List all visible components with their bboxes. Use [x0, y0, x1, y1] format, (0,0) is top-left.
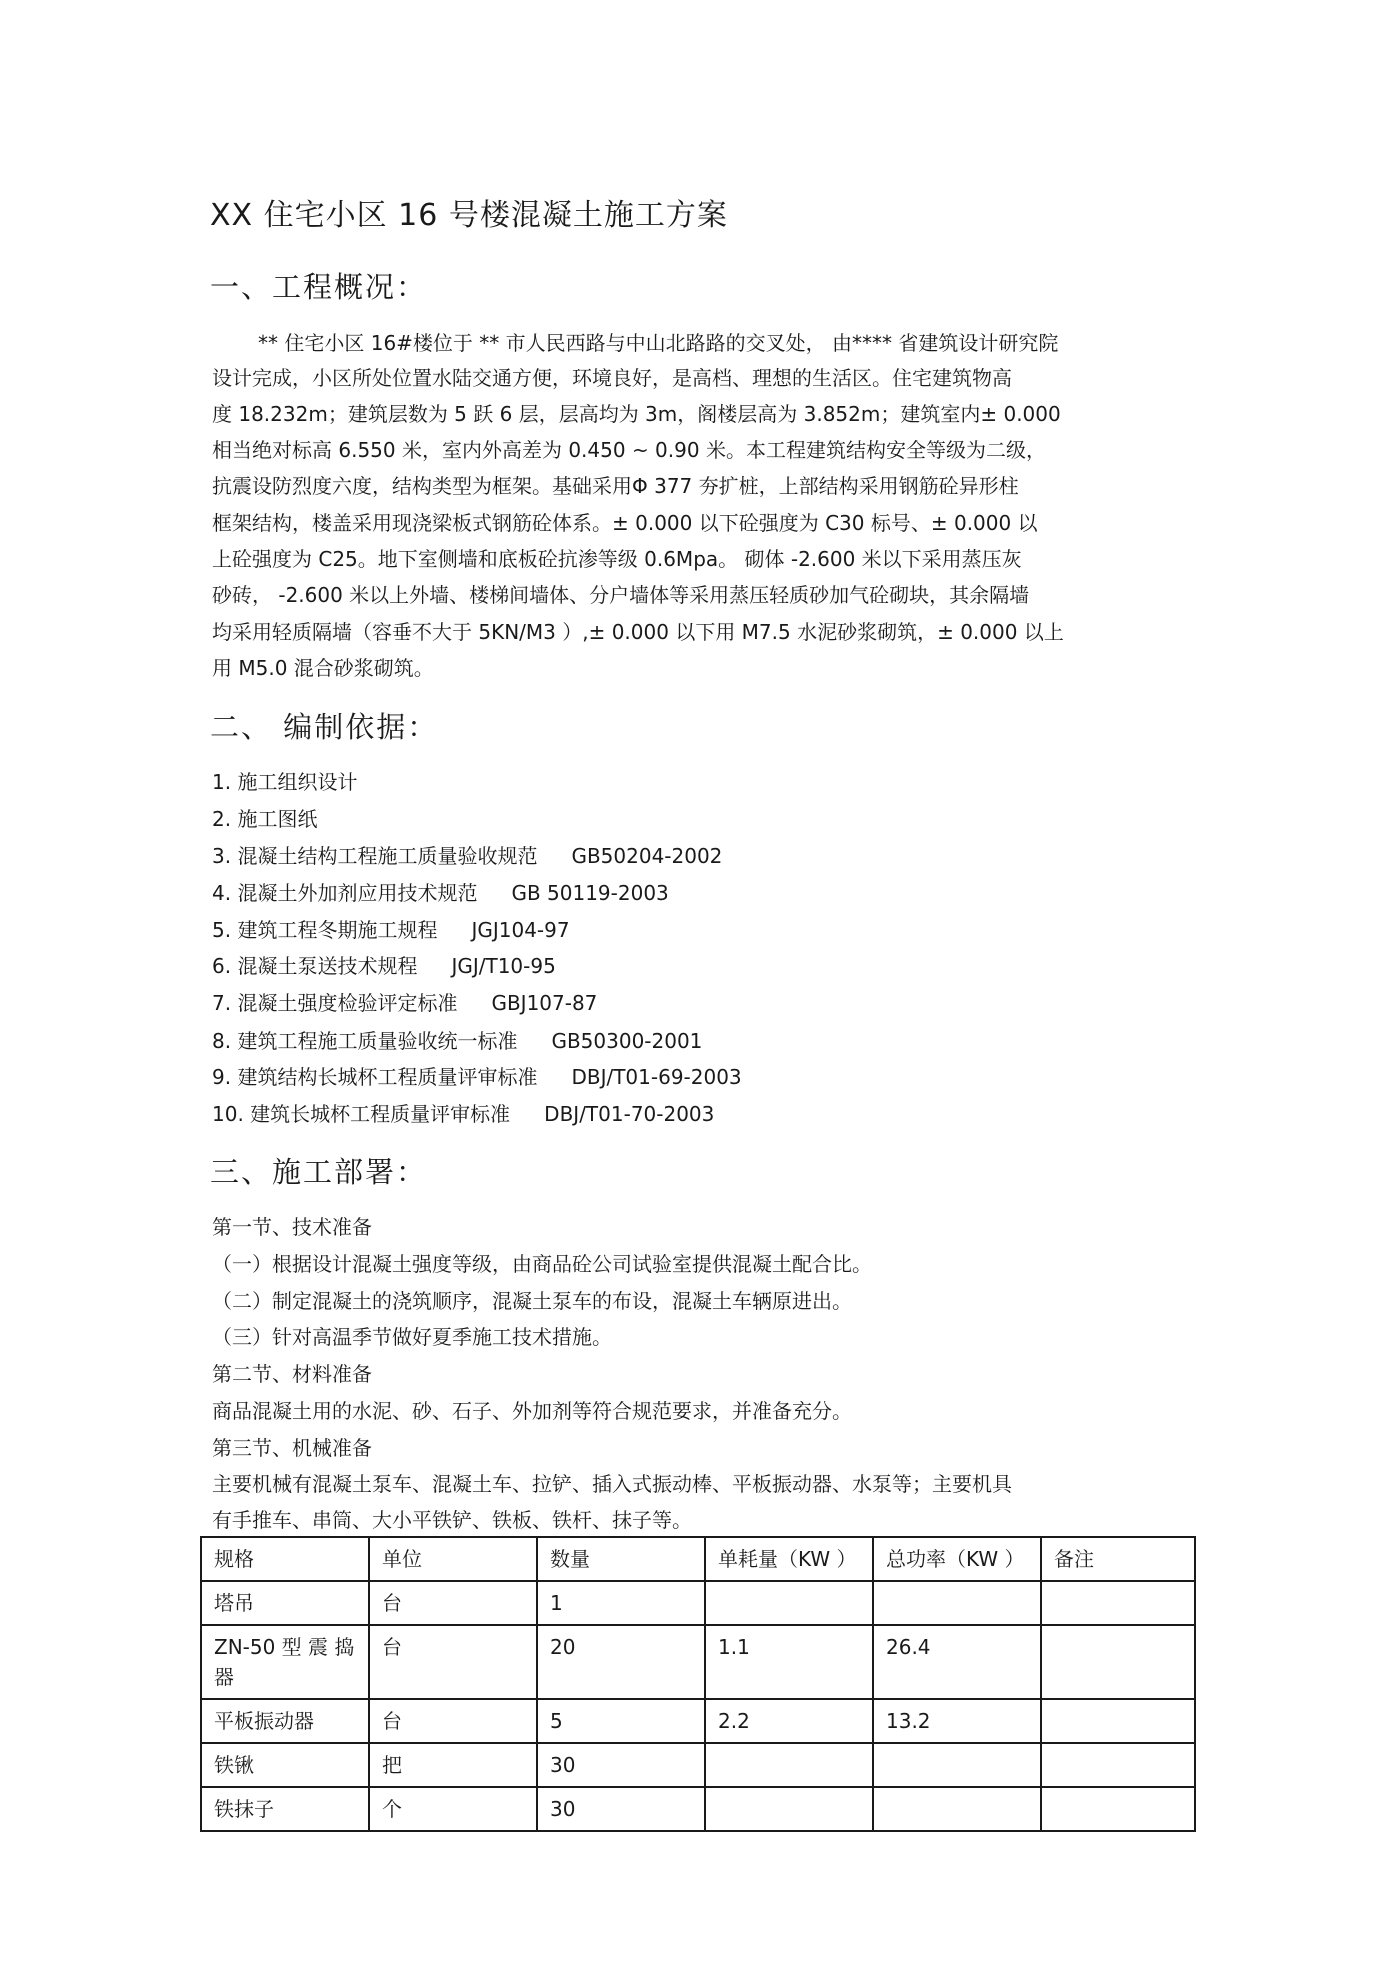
table-cell: 13.2 [873, 1699, 1041, 1743]
table-header-cell: 总功率（KW ） [873, 1537, 1041, 1581]
deployment-line: （二）制定混凝土的浇筑顺序，混凝土泵车的布设，混凝土车辆原进出。 [212, 1289, 852, 1313]
overview-line: 框架结构，楼盖采用现浇梁板式钢筋砼体系。± 0.000 以下砼强度为 C30 标号、± 0.000 以 [212, 511, 1038, 535]
overview-line: 度 18.232m；建筑层数为 5 跃 6 层，层高均为 3m，阁楼层高为 3.852m；建筑室内± 0.000 [212, 402, 1061, 426]
section-heading-deployment: 三、施工部署： [210, 1155, 428, 1189]
section-heading-overview: 一、工程概况： [210, 270, 428, 304]
deployment-line: （三）针对高温季节做好夏季施工技术措施。 [212, 1325, 612, 1349]
deployment-line: 第二节、材料准备 [212, 1362, 372, 1386]
basis-item: 3. 混凝土结构工程施工质量验收规范 GB50204-2002 [212, 844, 723, 868]
table-cell: 台 [369, 1625, 537, 1699]
table-row [201, 1625, 1195, 1699]
table-header-cell: 单位 [369, 1537, 537, 1581]
table-cell: 1 [537, 1581, 705, 1625]
table-header-row [201, 1537, 1195, 1581]
overview-line: 上砼强度为 C25。地下室侧墙和底板砼抗渗等级 0.6Mpa。 砌体 -2.600 米以下采用蒸压灰 [212, 547, 1022, 571]
table-header-cell: 备注 [1041, 1537, 1195, 1581]
table-cell [873, 1581, 1041, 1625]
table-cell: 1.1 [705, 1625, 873, 1699]
table-cell: 把 [369, 1743, 537, 1787]
table-row [201, 1699, 1195, 1743]
table-cell [1041, 1625, 1195, 1699]
table-cell: 2.2 [705, 1699, 873, 1743]
basis-item: 2. 施工图纸 [212, 807, 318, 831]
deployment-line: （一）根据设计混凝土强度等级，由商品砼公司试验室提供混凝土配合比。 [212, 1252, 872, 1276]
overview-line: 相当绝对标高 6.550 米，室内外高差为 0.450 ~ 0.90 米。本工程建筑结构安全等级为二级， [212, 438, 1046, 462]
table-cell [873, 1743, 1041, 1787]
table-cell [1041, 1581, 1195, 1625]
document-title: XX 住宅小区 16 号楼混凝土施工方案 [210, 198, 728, 233]
table-cell: 台 [369, 1581, 537, 1625]
overview-line: ** 住宅小区 16#楼位于 ** 市人民西路与中山北路路的交叉处， 由**** 省建筑设计研究院 [258, 331, 1059, 355]
table-cell: 个 [369, 1787, 537, 1831]
deployment-line: 第三节、机械准备 [212, 1436, 372, 1460]
table-cell: 5 [537, 1699, 705, 1743]
table-cell [1041, 1699, 1195, 1743]
table-cell: 平板振动器 [201, 1699, 369, 1743]
table-cell [705, 1743, 873, 1787]
machinery-table [200, 1536, 1196, 1832]
table-cell [705, 1787, 873, 1831]
table-header-cell: 单耗量（KW ） [705, 1537, 873, 1581]
table-cell: 铁锹 [201, 1743, 369, 1787]
table-header-cell: 数量 [537, 1537, 705, 1581]
overview-line: 抗震设防烈度六度，结构类型为框架。基础采用Φ 377 夯扩桩，上部结构采用钢筋砼异形柱 [212, 474, 1019, 498]
table-cell: ZN-50 型 震 捣器 [201, 1625, 369, 1699]
overview-line: 砂砖， -2.600 米以上外墙、楼梯间墙体、分户墙体等采用蒸压轻质砂加气砼砌块，其余隔墙 [212, 583, 1030, 607]
table-cell: 20 [537, 1625, 705, 1699]
table-cell: 铁抹子 [201, 1787, 369, 1831]
table-cell: 台 [369, 1699, 537, 1743]
table-header-cell: 规格 [201, 1537, 369, 1581]
deployment-line: 第一节、技术准备 [212, 1215, 372, 1239]
basis-item: 6. 混凝土泵送技术规程 JGJ/T10-95 [212, 954, 556, 978]
basis-item: 8. 建筑工程施工质量验收统一标准 GB50300-2001 [212, 1029, 703, 1053]
basis-item: 1. 施工组织设计 [212, 770, 358, 794]
table-cell: 30 [537, 1743, 705, 1787]
deployment-line: 有手推车、串筒、大小平铁铲、铁板、铁杆、抹子等。 [212, 1508, 692, 1532]
basis-item: 10. 建筑长城杯工程质量评审标准 DBJ/T01-70-2003 [212, 1102, 715, 1126]
basis-item: 4. 混凝土外加剂应用技术规范 GB 50119-2003 [212, 881, 669, 905]
table-cell [705, 1581, 873, 1625]
overview-line: 用 M5.0 混合砂浆砌筑。 [212, 656, 434, 680]
table-row [201, 1787, 1195, 1831]
section-heading-basis: 二、 编制依据： [210, 710, 439, 744]
deployment-line: 主要机械有混凝土泵车、混凝土车、拉铲、插入式振动棒、平板振动器、水泵等；主要机具 [212, 1472, 1012, 1496]
overview-line: 设计完成，小区所处位置水陆交通方便，环境良好，是高档、理想的生活区。住宅建筑物高 [212, 366, 1012, 390]
table-cell: 塔吊 [201, 1581, 369, 1625]
table-cell: 26.4 [873, 1625, 1041, 1699]
basis-item: 7. 混凝土强度检验评定标准 GBJ107-87 [212, 991, 598, 1015]
overview-line: 均采用轻质隔墙（容垂不大于 5KN/M3 ）,± 0.000 以下用 M7.5 水泥砂浆砌筑，± 0.000 以上 [212, 620, 1064, 644]
table-cell: 30 [537, 1787, 705, 1831]
table-cell [1041, 1787, 1195, 1831]
deployment-line: 商品混凝土用的水泥、砂、石子、外加剂等符合规范要求，并准备充分。 [212, 1399, 852, 1423]
table-row [201, 1743, 1195, 1787]
basis-item: 5. 建筑工程冬期施工规程 JGJ104-97 [212, 918, 570, 942]
basis-item: 9. 建筑结构长城杯工程质量评审标准 DBJ/T01-69-2003 [212, 1065, 742, 1089]
table-cell [873, 1787, 1041, 1831]
table-cell [1041, 1743, 1195, 1787]
table-row [201, 1581, 1195, 1625]
